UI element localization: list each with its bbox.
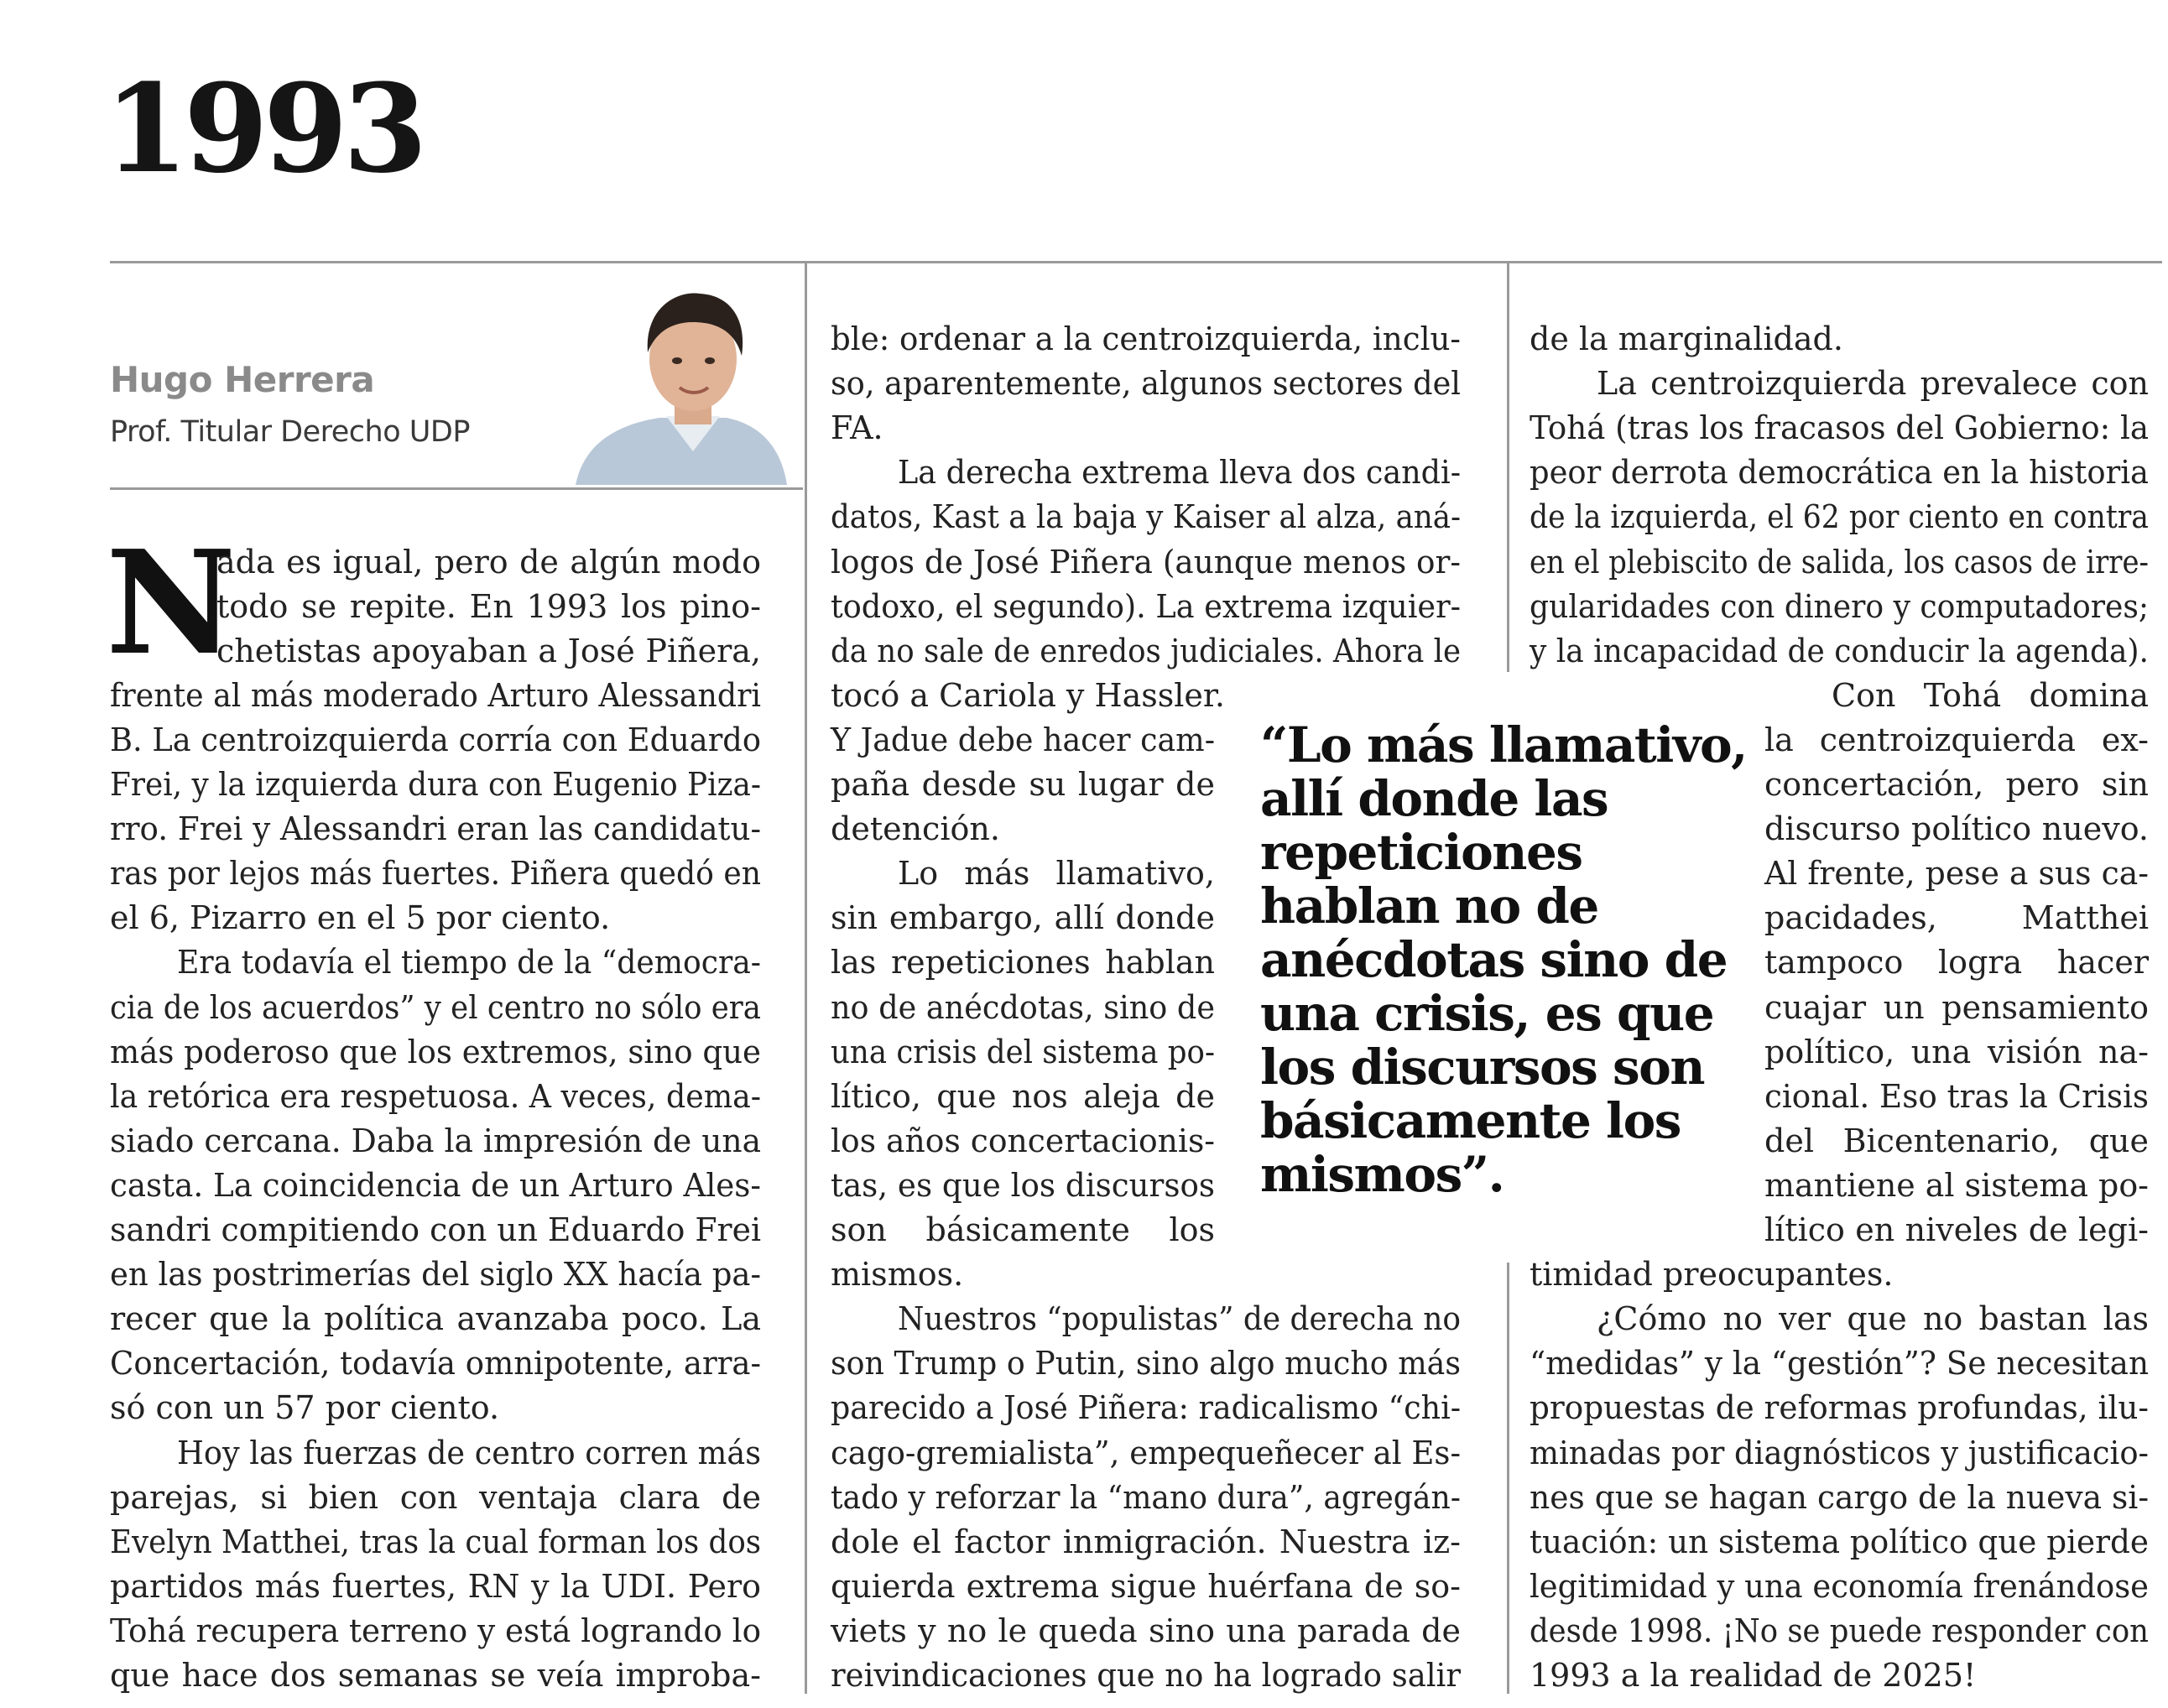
- body-line: concertación, pero sin: [1764, 766, 2149, 803]
- body-line: la centroizquierda ex-: [1764, 721, 2149, 758]
- top-rule: [110, 261, 2162, 263]
- body-line: desde 1998. ¡No se puede responder con: [1530, 1612, 2149, 1649]
- author-role: Prof. Titular Derecho UDP: [110, 415, 470, 449]
- body-line: cia de los acuerdos” y el centro no sólo era: [110, 988, 761, 1026]
- body-line: Lo más llamativo,: [898, 855, 1215, 893]
- body-line: que hace dos semanas se veía improba-: [110, 1657, 762, 1694]
- body-line: discurso político nuevo.: [1764, 810, 2149, 848]
- body-line: 1993 a la realidad de 2025!: [1530, 1657, 1977, 1694]
- body-line: y la incapacidad de conducir la agenda).: [1530, 632, 2149, 669]
- pull-quote-line: mismos”.: [1260, 1146, 1504, 1203]
- body-line: só con un 57 por ciento.: [110, 1389, 500, 1427]
- body-line: Evelyn Matthei, tras la cual forman los dos: [110, 1523, 762, 1560]
- body-line: tocó a Cariola y Hassler.: [831, 676, 1225, 714]
- body-line: Hoy las fuerzas de centro corren más: [177, 1434, 761, 1471]
- body-line: legitimidad y una economía frenándose: [1530, 1567, 2149, 1605]
- body-line: peor derrota democrática en la historia: [1530, 454, 2149, 492]
- body-line: “medidas” y la “gestión”? Se necesitan: [1530, 1345, 2150, 1383]
- pull-quote-line: anécdotas sino de: [1260, 931, 1728, 988]
- body-line: da no sale de enredos judiciales. Ahora le: [831, 632, 1462, 669]
- body-line: Tohá (tras los fracasos del Gobierno: la: [1530, 409, 2149, 447]
- body-line: ada es igual, pero de algún modo: [216, 543, 761, 581]
- body-line: pacidades, Matthei: [1764, 899, 2149, 937]
- body-line: datos, Kast a la baja y Kaiser al alza, aná-: [831, 498, 1462, 536]
- body-line: nes que se hagan cargo de la nueva si-: [1530, 1478, 2150, 1516]
- body-line: so, aparentemente, algunos sectores del: [831, 365, 1462, 403]
- author-name: Hugo Herrera: [110, 359, 375, 400]
- body-line: tas, es que los discursos: [831, 1166, 1215, 1204]
- column-divider-1: [805, 261, 807, 1694]
- body-line: todoxo, el segundo). La extrema izquier-: [831, 587, 1461, 625]
- body-line: la retórica era respetuosa. A veces, dema-: [110, 1077, 762, 1115]
- column-divider-2-lower: [1507, 1263, 1509, 1694]
- pull-quote-line: repeticiones: [1260, 824, 1582, 881]
- body-line: parecido a José Piñera: radicalismo “chi-: [831, 1389, 1462, 1427]
- body-line: Con Tohá domina: [1832, 676, 2149, 714]
- body-line: frente al más moderado Arturo Alessandri: [110, 676, 762, 714]
- body-line: todo se repite. En 1993 los pino-: [216, 587, 761, 625]
- pull-quote-line: una crisis, es que: [1260, 985, 1714, 1042]
- body-line: detención.: [831, 810, 1000, 848]
- body-line: Nuestros “populistas” de derecha no: [898, 1300, 1462, 1338]
- body-line: tuación: un sistema político que pierde: [1530, 1523, 2149, 1560]
- body-line: no de anécdotas, sino de: [831, 988, 1215, 1026]
- body-line: son básicamente los: [831, 1211, 1215, 1248]
- body-line: son Trump o Putin, sino algo mucho más: [831, 1345, 1462, 1383]
- body-line: timidad preocupantes.: [1530, 1256, 1894, 1294]
- body-line: dole el factor inmigración. Nuestra iz-: [831, 1523, 1461, 1560]
- body-line: ble: ordenar a la centroizquierda, inclu-: [831, 320, 1461, 357]
- body-line: casta. La coincidencia de un Arturo Ales-: [110, 1166, 762, 1204]
- body-line: lítico en niveles de legi-: [1764, 1211, 2149, 1248]
- body-line: rro. Frei y Alessandri eran las candidatu-: [110, 810, 762, 848]
- body-line: La derecha extrema lleva dos candi-: [898, 454, 1462, 492]
- body-line: en el plebiscito de salida, los casos de irre-: [1530, 543, 2149, 581]
- body-line: ¿Cómo no ver que no bastan las: [1597, 1300, 2149, 1338]
- body-line: las repeticiones hablan: [831, 944, 1215, 982]
- body-line: de la marginalidad.: [1530, 320, 1843, 357]
- column-divider-2-upper: [1507, 261, 1509, 672]
- pull-quote-line: allí donde las: [1260, 770, 1608, 827]
- body-line: FA.: [831, 409, 883, 447]
- body-line: mantiene al sistema po-: [1764, 1166, 2150, 1204]
- body-line: parejas, si bien con ventaja clara de: [110, 1478, 761, 1516]
- body-line: gularidades con dinero y computadores;: [1530, 587, 2150, 625]
- pull-quote-line: hablan no de: [1260, 877, 1598, 935]
- body-line: de la izquierda, el 62 por ciento en contra: [1530, 498, 2149, 536]
- body-line: Frei, y la izquierda dura con Eugenio Piza-: [110, 766, 761, 803]
- pull-quote: [1260, 716, 1747, 1203]
- body-line: Era todavía el tiempo de la “democra-: [177, 944, 762, 982]
- body-line: el 6, Pizarro en el 5 por ciento.: [110, 899, 611, 937]
- body-line: mismos.: [831, 1256, 964, 1294]
- body-line: cional. Eso tras la Crisis: [1764, 1077, 2150, 1115]
- body-line: en las postrimerías del siglo XX hacía pa-: [110, 1256, 762, 1294]
- body-line: ras por lejos más fuertes. Piñera quedó en: [110, 855, 761, 893]
- author-photo: [567, 284, 790, 485]
- pull-quote-line: “Lo más llamativo,: [1260, 716, 1747, 773]
- body-line: político, una visión na-: [1764, 1033, 2149, 1070]
- body-line: quierda extrema sigue huérfana de so-: [831, 1567, 1461, 1605]
- body-line: del Bicentenario, que: [1764, 1122, 2149, 1159]
- body-line: cuajar un pensamiento: [1764, 988, 2149, 1026]
- body-line: los años concertacionis-: [831, 1122, 1216, 1159]
- body-line: siado cercana. Daba la impresión de una: [110, 1122, 762, 1159]
- drop-cap: N: [106, 519, 237, 687]
- body-line: Y Jadue debe hacer cam-: [831, 721, 1216, 758]
- body-line: una crisis del sistema po-: [831, 1033, 1215, 1070]
- body-line: B. La centroizquierda corría con Eduardo: [110, 721, 761, 758]
- pull-quote-line: los discursos son: [1260, 1039, 1705, 1096]
- body-line: lítico, que nos aleja de: [831, 1077, 1215, 1115]
- body-line: Al frente, pese a sus ca-: [1764, 855, 2150, 893]
- body-line: sin embargo, allí donde: [831, 899, 1215, 937]
- author-box-bottom-rule: [110, 487, 803, 490]
- headline: 1993: [104, 58, 423, 200]
- body-line: recer que la política avanzaba poco. La: [110, 1300, 762, 1338]
- body-line: logos de José Piñera (aunque menos or-: [831, 543, 1462, 581]
- body-line: Tohá recupera terreno y está logrando lo: [110, 1612, 762, 1649]
- body-line: reivindicaciones que no ha logrado salir: [831, 1657, 1462, 1694]
- body-line: partidos más fuertes, RN y la UDI. Pero: [110, 1567, 762, 1605]
- pull-quote-line: básicamente los: [1260, 1092, 1681, 1149]
- body-line: viets y no le queda sino una parada de: [831, 1612, 1461, 1649]
- body-line: La centroizquierda prevalece con: [1597, 365, 2150, 403]
- body-line: tado y reforzar la “mano dura”, agregán-: [831, 1478, 1461, 1516]
- body-line: paña desde su lugar de: [831, 766, 1215, 803]
- body-line: tampoco logra hacer: [1764, 944, 2149, 982]
- body-line: más poderoso que los extremos, sino que: [110, 1033, 761, 1070]
- body-line: sandri compitiendo con un Eduardo Frei: [110, 1211, 762, 1248]
- body-line: propuestas de reformas profundas, ilu-: [1530, 1389, 2150, 1427]
- body-line: cago-gremialista”, empequeñecer al Es-: [831, 1434, 1461, 1471]
- body-line: Concertación, todavía omnipotente, arra-: [110, 1345, 762, 1383]
- body-line: minadas por diagnósticos y justificacio-: [1530, 1434, 2150, 1471]
- body-line: chetistas apoyaban a José Piñera,: [216, 632, 762, 669]
